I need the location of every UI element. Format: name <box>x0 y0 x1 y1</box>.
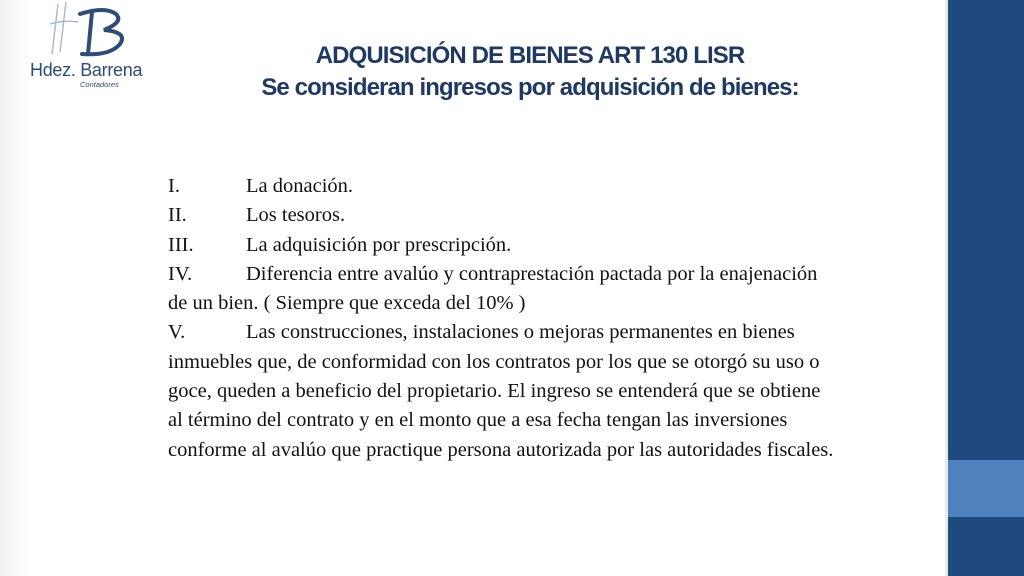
item-text: Diferencia entre avalúo y contraprestación pactada por la enajenación de un bien. ( Siempre que exceda del 10% ) <box>168 262 818 315</box>
hb-monogram-icon <box>30 2 160 62</box>
left-shadow-gradient <box>0 0 30 576</box>
item-number: II. <box>168 204 187 227</box>
title-line-1: ADQUISICIÓN DE BIENES ART 130 LISR <box>315 42 745 69</box>
item-text: La adquisición por prescripción. <box>246 233 512 256</box>
item-number: III. <box>168 233 194 256</box>
item-text: Los tesoros. <box>246 204 346 227</box>
item-number: IV. <box>168 262 193 285</box>
list-item-i <box>168 172 836 201</box>
company-logo <box>30 2 160 94</box>
item-number: I. <box>168 175 180 197</box>
logo-name: Hdez. Barrena <box>30 60 143 80</box>
title-line-2: Se consideran ingresos por adquisición de bienes: <box>261 74 799 101</box>
right-sidebar-bar <box>948 0 1024 576</box>
logo-subtitle: Contadores <box>80 80 119 89</box>
list-item-ii <box>168 201 836 230</box>
items-list <box>168 172 836 465</box>
list-item-iii <box>168 231 836 260</box>
item-text: Las construcciones, instalaciones o mejoras permanentes en bienes inmuebles que, de conformidad con los contratos por los que se otorgó su uso o goce, queden a beneficio del propietario. El ingreso se entenderá que se obtiene al término del contrato y en el monto que a esa fecha tengan las inversiones conforme al avalúo que practique persona autorizada por las autoridades fiscales. <box>168 321 834 461</box>
list-item-v <box>168 318 836 464</box>
list-item-iv <box>168 260 836 319</box>
slide-title <box>150 40 910 104</box>
item-number: V. <box>168 321 186 344</box>
item-text: La donación. <box>246 175 354 197</box>
sidebar-accent-block <box>948 460 1024 517</box>
